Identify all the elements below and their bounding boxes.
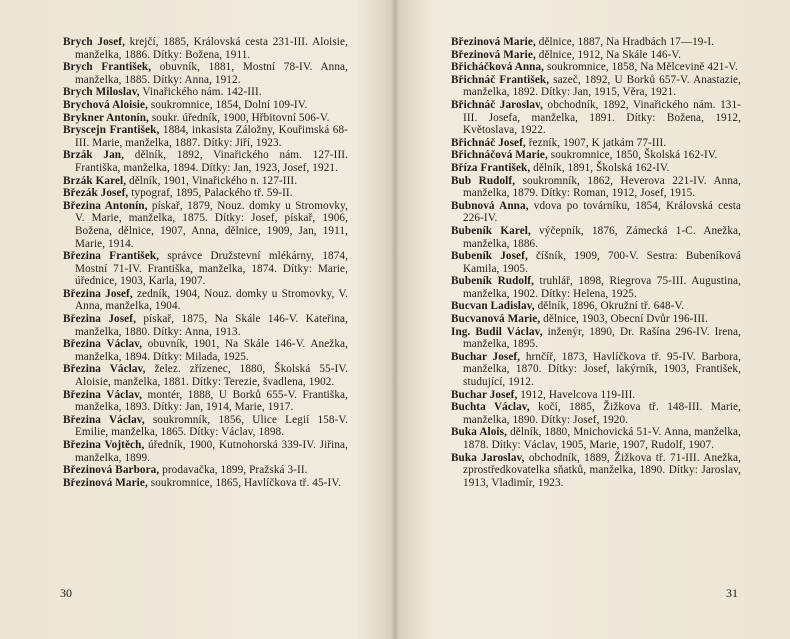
entry-details: truhlář, 1898, Riegrova 75-III. Augustina, manželka, 1902. Dítky: Helena, 1925. [463,275,742,300]
directory-entry [63,86,348,99]
entry-details: dělník, 1892, Vinařického nám. 127-III. Františka, manželka, 1894. Dítky: Jan, 1923, Josef, 1921. [75,149,348,174]
entry-details: soukr. úředník, 1900, Hřbitovní 506-V. [148,111,330,124]
directory-entry [451,275,741,300]
entry-details: dělnice, 1887, Na Hradbách 17—19-I. [535,36,715,48]
entry-name: Březina Josef, [63,313,136,326]
entry-name: Bryscejn František, [63,124,160,137]
entry-details: prodavačka, 1899, Pražská 3-II. [159,464,308,477]
directory-entry [63,464,348,477]
directory-entry [451,351,741,389]
directory-entry [63,99,348,112]
entry-name: Březina Vojtěch, [63,439,145,451]
right-page-number: 31 [726,586,738,600]
directory-entry [63,477,348,490]
entry-name: Březinová Marie, [451,48,536,61]
entry-name: Ing. Budil Václav, [451,325,543,338]
entry-details: soukromnice, 1858, Na Mělcevině 421-V. [544,61,738,74]
entry-name: Brych Miloslav, [63,86,140,99]
entry-details: montér, 1888, U Borků 655-V. Františka, manželka, 1893. Dítky: Jan, 1914, Marie, 1917. [75,388,348,414]
entry-details: dělník, 1901, Vinařického n. 127-III. [126,174,298,187]
directory-entry [451,300,741,313]
entry-name: Břichnáč František, [451,73,550,86]
entry-name: Buchta Václav, [451,401,530,414]
directory-entry [451,49,741,62]
entry-details: krejčí, 1885, Královská cesta 231-III. Aloisie, manželka, 1886. Dítky: Božena, 1911. [75,36,348,61]
directory-entry [451,99,741,137]
entry-name: Břichnáč Jaroslav, [451,98,544,111]
directory-entry [63,124,348,149]
left-page-column [63,36,348,489]
directory-entry [63,112,348,125]
directory-entry [451,200,741,225]
directory-entry [451,250,741,275]
entry-details: správce Družstevní mlékárny, 1874, Mostní 71-IV. Františka, manželka, 1874. Dítky: Marie, úřednice, 1903, Karla, 1907. [75,250,348,288]
entry-details: pískař, 1879, Nouz. domky u Stromovky, V. Marie, manželka, 1875. Dítky: Josef, pískař, 1906, Božena, dělnice, 1907, Anna, dělnice, 1909, Jan, 1911, Marie, 1914. [75,199,348,250]
directory-entry [63,175,348,188]
directory-entry [451,426,741,451]
entry-details: inženýr, 1890, Dr. Rašína 296-IV. Irena, manželka, 1895. [463,325,741,351]
entry-details: 1884, inkasista Záložny, Kouřimská 68-III. Marie, manželka, 1887. Dítky: Jiří, 1923. [75,124,348,149]
entry-details: obuvník, 1881, Mostní 78-IV. Anna, manželka, 1885. Dítky: Anna, 1912. [75,61,348,86]
entry-name: Březinová Marie, [63,476,148,489]
entry-details: pískař, 1875, Na Skále 146-V. Kateřina, manželka, 1880. Dítky: Anna, 1913. [75,313,348,338]
entry-name: Buka Alois, [451,426,507,439]
directory-entry [451,137,741,150]
directory-entry [451,389,741,402]
entry-details: dělnice, 1903, Obecní Dvůr 196-III. [540,313,708,326]
right-entry-list [451,36,741,489]
entry-name: Brzák Karel, [63,174,127,187]
entry-name: Bub Rudolf, [451,174,516,187]
entry-details: typograf, 1895, Palackého tř. 59-II. [128,187,293,200]
entry-details: dělník, 1891, Školská 162-IV. [530,161,670,174]
entry-details: soukromnice, 1854, Dolní 109-IV. [147,98,308,111]
entry-name: Bucvan Ladislav, [451,300,535,313]
entry-details: kočí, 1885, Žižkova tř. 148-III. Marie, manželka, 1890. Dítky: Josef, 1920. [463,401,741,426]
entry-name: Brzák Jan, [63,149,125,162]
directory-entry [63,363,348,388]
entry-name: Břichnáč Josef, [451,136,526,149]
directory-entry [63,313,348,338]
entry-details: dělník, 1880, Mnichovická 51-V. Anna, manželka, 1878. Dítky: Václav, 1905, Marie, 1907, Rudolf, 1907. [463,426,741,451]
entry-name: Bubeník Josef, [451,250,528,263]
entry-details: 1912, Havelcova 119-III. [517,388,636,401]
directory-entry [451,74,741,99]
entry-details: výčepník, 1876, Zámecká 1-C. Anežka, manželka, 1886. [463,224,741,250]
entry-name: Brykner Antonín, [63,111,149,124]
entry-details: dělnice, 1912, Na Skále 146-V. [535,48,682,61]
entry-name: Bubeník Karel, [451,224,531,237]
entry-name: Bucvanová Marie, [451,313,541,326]
entry-details: soukromnice, 1850, Školská 162-IV. [547,149,718,162]
directory-entry [451,326,741,351]
directory-entry [451,149,741,162]
entry-name: Břichnáčová Marie, [451,149,548,162]
entry-name: Buka Jaroslav, [451,451,525,464]
directory-entry [63,187,348,200]
entry-details: soukromník, 1862, Heverova 221-IV. Anna, manželka, 1879. Dítky: Roman, 1912, Josef, 1915. [463,174,741,200]
entry-name: Brych Josef, [63,36,126,48]
directory-entry [451,313,741,326]
entry-name: Březina Václav, [63,388,143,401]
entry-details: obchodník, 1892, Vinařického nám. 131-III. Josefa, manželka, 1891. Dítky: Božena, 1912, Květoslava, 1922. [463,98,741,137]
directory-entry [63,36,348,61]
entry-name: Březina František, [63,250,160,263]
right-page-column [451,36,741,489]
entry-details: Vinařického nám. 142-III. [139,86,262,99]
directory-entry [63,200,348,250]
entry-name: Březinová Barbora, [63,464,160,477]
directory-entry [63,61,348,86]
directory-entry [63,439,348,464]
entry-details: úředník, 1900, Kutnohorská 339-IV. Jiřina, manželka, 1899. [75,439,348,464]
entry-name: Březina Antonín, [63,199,148,212]
entry-name: Buchar Josef, [451,350,521,363]
directory-entry [63,414,348,439]
directory-entry [451,401,741,426]
left-entry-list [63,36,348,489]
entry-name: Brychová Aloisie, [63,98,148,111]
directory-entry [451,36,741,49]
entry-name: Březinová Marie, [451,36,536,48]
entry-name: Buchar Josef, [451,388,518,401]
entry-details: dělník, 1896, Okružní tř. 648-V. [534,300,685,313]
entry-name: Březina Václav, [63,413,145,426]
entry-name: Břicháčková Anna, [451,61,545,74]
entry-details: řezník, 1907, K jatkám 77-III. [525,136,667,149]
directory-entry [451,452,741,490]
directory-entry [451,175,741,200]
entry-details: zedník, 1904, Nouz. domky u Stromovky, V. Anna, manželka, 1904. [75,287,349,313]
directory-entry [451,61,741,74]
directory-entry [451,225,741,250]
directory-entry [451,162,741,175]
left-page-number: 30 [60,586,72,600]
entry-details: soukromník, 1856, Ulice Legií 158-V. Emilie, manželka, 1865. Dítky: Václav, 1898. [75,413,348,439]
entry-name: Bříza František, [451,161,531,174]
directory-entry [63,250,348,288]
directory-entry [63,149,348,174]
entry-name: Březina Josef, [63,287,133,300]
entry-name: Bubeník Rudolf, [451,275,535,288]
entry-name: Bubnová Anna, [451,199,529,212]
entry-details: vdova po továrníku, 1854, Královská cesta 226-IV. [463,199,741,225]
entry-details: soukromnice, 1865, Havlíčkova tř. 45-IV. [147,476,341,489]
directory-entry [63,338,348,363]
directory-entry [63,389,348,414]
entry-details: číšník, 1909, 700-V. Sestra: Bubeníková Kamila, 1905. [463,250,741,275]
entry-details: hrnčíř, 1873, Havlíčkova tř. 95-IV. Barbora, manželka, 1870. Dítky: Josef, lakýrník, 1903, František, studující, 1912. [463,350,741,389]
entry-name: Brych František, [63,61,152,74]
right-page [395,0,790,639]
entry-name: Březák Josef, [63,187,129,200]
entry-details: obuvník, 1901, Na Skále 146-V. Anežka, manželka, 1894. Dítky: Milada, 1925. [75,338,348,363]
directory-entry [63,288,348,313]
entry-name: Březina Václav, [63,363,146,376]
entry-name: Březina Václav, [63,338,143,351]
entry-details: obchodník, 1889, Žižkova tř. 71-III. Anežka, zprostředkovatelka sňatků, manželka, 1890. Dítky: Jaroslav, 1913, Vladimír, 1923. [463,451,741,489]
entry-details: želez. zřízenec, 1880, Školská 55-IV. Aloisie, manželka, 1881. Dítky: Terezie, švadlena, 1902. [75,363,348,389]
entry-details: sazeč, 1892, U Borků 657-V. Anastazie, manželka, 1892. Dítky: Jan, 1915, Věra, 1921. [463,73,741,99]
